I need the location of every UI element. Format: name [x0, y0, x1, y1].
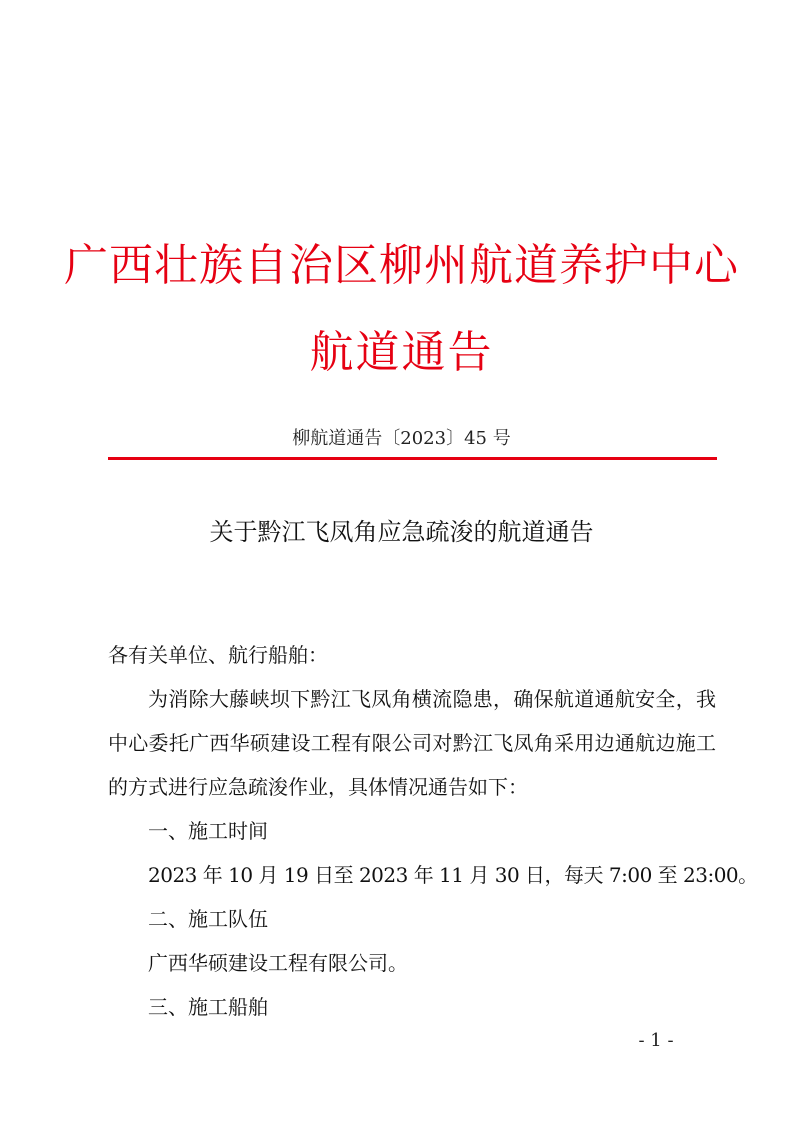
intro-paragraph: 为消除大藤峡坝下黔江飞凤角横流隐患，确保航道通航安全，我中心委托广西华硕建设工程有限公司对黔江飞凤角采用边通航边施工的方式进行应急疏浚作业，具体情况通告如下： [108, 687, 716, 799]
section-content-construction-time: 2023 年 10 月 19 日至 2023 年 11 月 30 日，每天 7:00 至 23:00。 [148, 863, 758, 887]
red-separator-line [108, 457, 717, 460]
notice-title: 关于黔江飞凤角应急疏浚的航道通告 [209, 518, 594, 546]
document-type-heading: 航道通告 [309, 327, 494, 378]
page-number: - 1 - [638, 1030, 674, 1051]
salutation: 各有关单位、航行船舶： [108, 643, 328, 667]
document-number: 柳航道通告〔2023〕45 号 [292, 428, 511, 449]
section-content-construction-team: 广西华硕建设工程有限公司。 [148, 951, 408, 975]
section-heading-construction-team: 二、施工队伍 [148, 907, 268, 931]
section-heading-construction-time: 一、施工时间 [148, 819, 268, 843]
section-heading-construction-vessels: 三、施工船舶 [148, 995, 268, 1019]
issuing-organization: 广西壮族自治区柳州航道养护中心 [64, 240, 739, 291]
